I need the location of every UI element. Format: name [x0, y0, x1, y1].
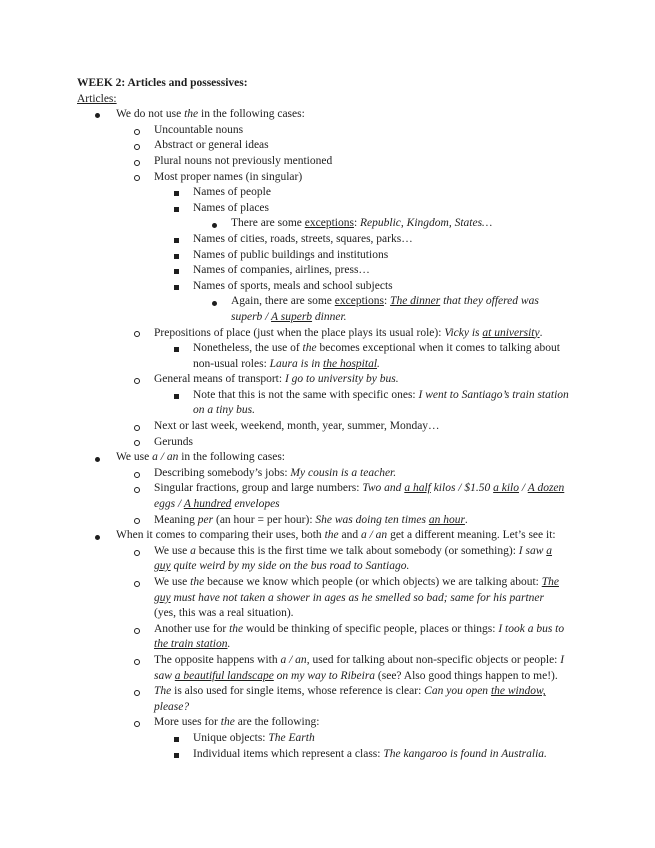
document-title: WEEK 2: Articles and possessives:: [77, 77, 248, 89]
list-item: [0, 715, 655, 731]
text: Names of cities, roads, streets, squares, parks…: [193, 232, 413, 245]
bullet-square-icon: [174, 269, 179, 274]
underlined-example-text: A superb: [271, 310, 313, 323]
text: because we know which people (or which objects) we are talking about:: [204, 576, 542, 588]
underlined-example-text: an hour: [428, 513, 465, 526]
bullet-circle-icon: [134, 550, 140, 556]
italic-text: I go to university by bus.: [284, 373, 399, 386]
italic-text: a: [190, 544, 196, 557]
bullet-circle-icon: [134, 518, 140, 524]
list-item: [0, 513, 655, 529]
italic-text: must have not taken a shower in ages as he smelled so bad; same for his partner: [170, 591, 545, 604]
list-item: [0, 185, 655, 201]
italic-text: I saw: [518, 544, 547, 557]
list-item: [0, 481, 655, 497]
list-item-continuation: [0, 357, 655, 373]
list-item: [0, 107, 655, 123]
list-item: [0, 232, 655, 248]
bullet-square-icon: [174, 394, 179, 399]
italic-text: the: [220, 716, 235, 729]
underlined-example-text: at university: [482, 326, 540, 339]
text: .: [464, 513, 468, 526]
italic-text: Vicky is: [444, 326, 483, 339]
text: would be thinking of specific people, places or things:: [243, 622, 499, 635]
text: because this is the first time we talk about somebody (or something):: [195, 544, 519, 557]
bullet-circle-icon: [134, 628, 140, 634]
text: Gerunds: [154, 435, 193, 448]
italic-text: My cousin is a teacher.: [290, 466, 397, 479]
text: Most proper names (in singular): [154, 170, 303, 183]
section-heading: [0, 92, 655, 108]
bullet-square-icon: [174, 238, 179, 243]
text: There are some: [231, 217, 305, 230]
bullet-square-icon: [174, 737, 179, 742]
list-item: [0, 575, 655, 591]
list-item: [0, 294, 655, 310]
list-item-continuation: [0, 700, 655, 716]
list-item: [0, 731, 655, 747]
bullet-circle-icon: [134, 440, 140, 446]
italic-text: saw: [154, 669, 175, 682]
underlined-example-text: a beautiful landscape: [174, 669, 274, 682]
text: We use: [154, 544, 191, 557]
italic-text: on a tiny bus.: [193, 404, 255, 417]
italic-text: the: [324, 529, 339, 542]
bullet-circle-icon: [134, 690, 140, 696]
list-item: [0, 528, 655, 544]
text: Again, there are some: [231, 295, 335, 308]
list-item-continuation: [0, 559, 655, 575]
text: :: [353, 217, 361, 230]
list-item-continuation: [0, 591, 655, 607]
underlined-text: exceptions: [304, 217, 354, 230]
italic-text: that they offered was: [440, 295, 539, 308]
list-item-continuation: [0, 606, 655, 622]
text: in the following cases:: [198, 108, 305, 121]
text: .: [539, 326, 543, 339]
list-item: [0, 466, 655, 482]
text: Abstract or general ideas: [154, 139, 269, 152]
italic-text: dinner.: [312, 310, 347, 323]
text: Note that this is not the same with specific ones:: [193, 388, 419, 401]
underlined-example-text: A dozen: [527, 482, 565, 495]
text: Names of companies, airlines, press…: [193, 264, 370, 277]
text: Describing somebody’s jobs:: [154, 466, 291, 479]
italic-text: envelopes: [231, 498, 280, 511]
underlined-example-text: a: [546, 544, 553, 557]
italic-text: The: [154, 685, 172, 698]
list-item: [0, 170, 655, 186]
italic-text: She was doing ten times: [315, 513, 429, 526]
italic-text: kilos / $1.50: [430, 482, 494, 495]
text: We do not use: [116, 108, 185, 121]
italic-text: The Earth: [268, 731, 315, 744]
text: General means of transport:: [154, 373, 285, 386]
italic-text: on my way to Ribeira: [273, 669, 376, 682]
text: is also used for single items, whose reference is clear:: [171, 685, 425, 698]
bullet-square-icon: [174, 347, 179, 352]
bullet-circle-icon: [134, 487, 140, 493]
text: Prepositions of place (just when the place plays its usual role):: [154, 326, 445, 339]
bullet-circle-icon: [134, 144, 140, 150]
underlined-example-text: the hospital: [323, 357, 378, 370]
list-item: [0, 435, 655, 451]
list-item: [0, 138, 655, 154]
text: are the following:: [234, 716, 320, 729]
text: Names of public buildings and institutions: [193, 248, 389, 261]
section-heading-text: Articles:: [77, 92, 117, 105]
bullet-circle-icon: [134, 721, 140, 727]
list-item: [0, 279, 655, 295]
text: Nonetheless, the use of: [193, 342, 303, 355]
list-item: [0, 544, 655, 560]
text: (see? Also good things happen to me!).: [375, 669, 558, 682]
text: get a different meaning. Let’s see it:: [387, 529, 556, 542]
list-item: [0, 263, 655, 279]
list-item: [0, 372, 655, 388]
list-item: [0, 216, 655, 232]
bullet-circle-icon: [134, 581, 140, 587]
italic-text: quite weird by my side on the bus road to Santiago.: [170, 560, 410, 573]
list-item-continuation: [0, 497, 655, 513]
list-item: [0, 622, 655, 638]
text: We use: [116, 451, 153, 464]
bullet-disc-icon: [212, 301, 217, 306]
text: Meaning: [154, 513, 198, 526]
bullet-disc-icon: [95, 113, 100, 118]
italic-text: a / an: [152, 451, 179, 464]
italic-text: .: [227, 638, 231, 651]
italic-text: Can you open: [424, 685, 491, 698]
text: Individual items which represent a class:: [193, 747, 384, 760]
underlined-example-text: a kilo: [493, 482, 519, 495]
text: Uncountable nouns: [154, 123, 244, 136]
list-item: [0, 341, 655, 357]
text: We use: [154, 576, 191, 588]
list-item: [0, 747, 655, 763]
bullet-circle-icon: [134, 160, 140, 166]
italic-text: the: [190, 576, 205, 588]
text: in the following cases:: [178, 451, 286, 464]
list-item: [0, 419, 655, 435]
italic-text: please?: [154, 700, 190, 713]
text: More uses for: [154, 716, 221, 729]
list-item: [0, 248, 655, 264]
bullet-circle-icon: [134, 175, 140, 181]
underlined-example-text: the window,: [490, 685, 546, 698]
bullet-circle-icon: [134, 129, 140, 135]
bullet-circle-icon: [134, 425, 140, 431]
italic-text: a / an: [360, 529, 388, 542]
text: becomes exceptional when it comes to talking about: [316, 342, 560, 355]
italic-text: /: [519, 482, 528, 495]
bullet-square-icon: [174, 207, 179, 212]
underlined-example-text: a half: [404, 482, 431, 495]
italic-text: I took a bus to: [498, 622, 565, 635]
list-item: [0, 201, 655, 217]
text: and: [338, 529, 361, 542]
list-item: [0, 450, 655, 466]
underlined-example-text: guy: [154, 591, 171, 604]
list-item: [0, 154, 655, 170]
text: Names of sports, meals and school subjects: [193, 279, 393, 292]
italic-text: eggs /: [154, 498, 184, 511]
text: (yes, this was a real situation).: [154, 607, 294, 620]
bullet-disc-icon: [95, 535, 100, 540]
underlined-example-text: guy: [154, 560, 171, 573]
italic-text: a / an: [280, 653, 307, 666]
text: The opposite happens with: [154, 653, 281, 666]
underlined-example-text: A hundred: [183, 498, 232, 511]
text: Singular fractions, group and large numbers:: [154, 482, 363, 495]
italic-text: the: [229, 622, 244, 635]
bullet-circle-icon: [134, 659, 140, 665]
underlined-text: exceptions: [334, 295, 384, 308]
bullet-square-icon: [174, 285, 179, 290]
underlined-example-text: the train station: [154, 638, 228, 651]
text: Unique objects:: [193, 731, 269, 744]
list-item-continuation: [0, 637, 655, 653]
list-item-continuation: [0, 310, 655, 326]
text: Another use for: [154, 622, 230, 635]
bullet-square-icon: [174, 753, 179, 758]
list-item: [0, 653, 655, 669]
text: , used for talking about non-specific objects or people:: [306, 653, 561, 666]
list-item: [0, 123, 655, 139]
text: Plural nouns not previously mentioned: [154, 154, 333, 167]
italic-text: I: [560, 653, 565, 666]
italic-text: .: [377, 357, 380, 370]
underlined-example-text: The: [541, 576, 559, 588]
italic-text: I went to Santiago’s train station: [418, 388, 569, 401]
italic-text: superb /: [231, 310, 272, 323]
bullet-disc-icon: [95, 457, 100, 462]
text: Names of people: [193, 186, 271, 199]
text: :: [383, 295, 391, 308]
document-page: [0, 76, 655, 762]
italic-text: Republic, Kingdom, States…: [360, 217, 493, 230]
text: non-usual roles:: [193, 357, 270, 370]
italic-text: the: [302, 342, 317, 355]
bullet-square-icon: [174, 254, 179, 259]
list-item: [0, 684, 655, 700]
bullet-square-icon: [174, 191, 179, 196]
list-item-continuation: [0, 669, 655, 685]
list-item-continuation: [0, 403, 655, 419]
list-item: [0, 326, 655, 342]
text: When it comes to comparing their uses, both: [116, 529, 325, 542]
italic-text: the: [184, 108, 199, 121]
list-item: [0, 388, 655, 404]
text: Names of places: [193, 201, 269, 214]
text: Next or last week, weekend, month, year, summer, Monday…: [154, 420, 440, 433]
bullet-circle-icon: [134, 331, 140, 337]
italic-text: Laura is in: [269, 357, 324, 370]
bullet-disc-icon: [212, 223, 217, 228]
italic-text: per: [197, 513, 214, 526]
text: (an hour = per hour):: [213, 513, 316, 526]
italic-text: Two and: [362, 482, 405, 495]
italic-text: The kangaroo is found in Australia.: [383, 747, 547, 760]
underlined-example-text: The dinner: [390, 295, 441, 308]
bullet-circle-icon: [134, 378, 140, 384]
bullet-circle-icon: [134, 472, 140, 478]
